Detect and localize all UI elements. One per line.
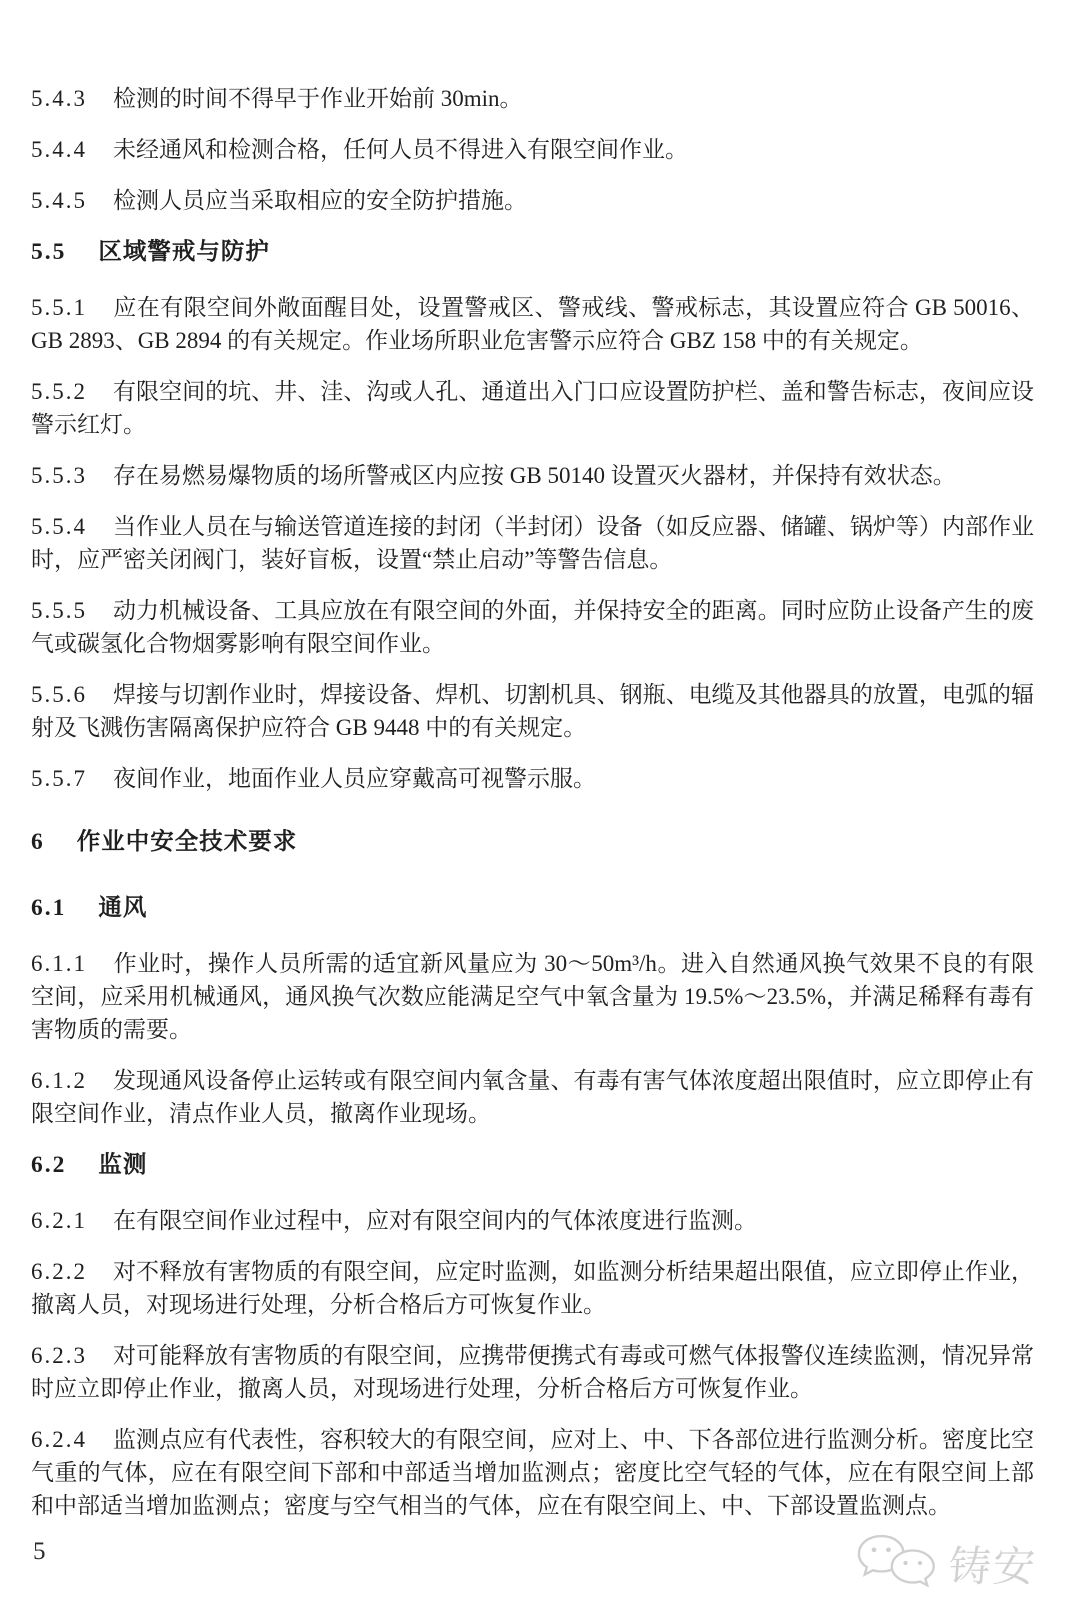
clause-paragraph: [31, 594, 1034, 660]
clause-text: 有限空间的坑、井、洼、沟或人孔、通道出入门口应设置防护栏、盖和警告标志，夜间应设警示红灯。: [31, 379, 1034, 437]
document-body: [31, 82, 1034, 1540]
clause-text: 检测人员应当采取相应的安全防护措施。: [113, 188, 527, 213]
clause-paragraph: [31, 375, 1034, 441]
heading-number: 5.5: [31, 239, 67, 265]
clause-paragraph: [31, 82, 1034, 115]
clause-text: 当作业人员在与输送管道连接的封闭（半封闭）设备（如反应器、储罐、锅炉等）内部作业时，应严密关闭阀门，装好盲板，设置“禁止启动”等警告信息。: [31, 514, 1034, 572]
clause-number: 6.1.2: [31, 1068, 87, 1093]
clause-text: 作业时，操作人员所需的适宜新风量应为 30～50m³/h。进入自然通风换气效果不良的有限空间，应采用机械通风，通风换气次数应能满足空气中氧含量为 19.5%～23.5%，并满足稀释有毒有害物质的需要。: [31, 951, 1034, 1042]
clause-paragraph: [31, 762, 1034, 795]
clause-paragraph: [31, 1064, 1034, 1130]
heading-number: 6: [31, 829, 45, 855]
section-heading: [31, 825, 1034, 859]
clause-number: 5.4.3: [31, 86, 87, 111]
section-heading: [31, 235, 1034, 269]
clause-text: 存在易燃易爆物质的场所警戒区内应按 GB 50140 设置灭火器材，并保持有效状态。: [113, 463, 956, 488]
watermark: [855, 1532, 1037, 1595]
heading-number: 6.2: [31, 1152, 67, 1178]
heading-text: 区域警戒与防护: [98, 238, 270, 264]
clause-text: 对可能释放有害物质的有限空间，应携带便携式有毒或可燃气体报警仪连续监测，情况异常时应立即停止作业，撤离人员，对现场进行处理，分析合格后方可恢复作业。: [31, 1343, 1034, 1401]
clause-number: 5.5.6: [31, 682, 87, 707]
clause-number: 5.5.4: [31, 514, 87, 539]
clause-text: 未经通风和检测合格，任何人员不得进入有限空间作业。: [113, 137, 688, 162]
clause-text: 动力机械设备、工具应放在有限空间的外面，并保持安全的距离。同时应防止设备产生的废气或碳氢化合物烟雾影响有限空间作业。: [31, 598, 1034, 656]
section-heading: [31, 891, 1034, 925]
section-heading: [31, 1148, 1034, 1182]
heading-number: 6.1: [31, 895, 67, 921]
clause-number: 6.1.1: [31, 951, 87, 976]
clause-text: 应在有限空间外敞面醒目处，设置警戒区、警戒线、警戒标志，其设置应符合 GB 50016、GB 2893、GB 2894 的有关规定。作业场所职业危害警示应符合 GBZ 158 中的有关规定。: [31, 295, 1034, 353]
clause-paragraph: [31, 1204, 1034, 1237]
heading-text: 监测: [98, 1151, 148, 1177]
clause-text: 监测点应有代表性，容积较大的有限空间，应对上、中、下各部位进行监测分析。密度比空气重的气体，应在有限空间下部和中部适当增加监测点；密度比空气轻的气体，应在有限空间上部和中部适当增加监测点；密度与空气相当的气体，应在有限空间上、中、下部设置监测点。: [31, 1427, 1034, 1518]
clause-text: 在有限空间作业过程中，应对有限空间内的气体浓度进行监测。: [113, 1208, 757, 1233]
heading-text: 通风: [98, 894, 148, 920]
clause-number: 6.2.2: [31, 1259, 87, 1284]
clause-number: 5.5.5: [31, 598, 87, 623]
clause-paragraph: [31, 947, 1034, 1046]
clause-number: 5.4.5: [31, 188, 87, 213]
page-number: 5: [33, 1538, 46, 1565]
clause-text: 对不释放有害物质的有限空间，应定时监测，如监测分析结果超出限值，应立即停止作业，撤离人员，对现场进行处理，分析合格后方可恢复作业。: [31, 1259, 1034, 1317]
clause-number: 6.2.1: [31, 1208, 87, 1233]
heading-text: 作业中安全技术要求: [76, 828, 298, 854]
clause-number: 5.5.1: [31, 295, 87, 320]
clause-number: 6.2.3: [31, 1343, 87, 1368]
clause-paragraph: [31, 133, 1034, 166]
clause-paragraph: [31, 678, 1034, 744]
clause-number: 5.5.3: [31, 463, 87, 488]
clause-paragraph: [31, 184, 1034, 217]
clause-paragraph: [31, 459, 1034, 492]
clause-number: 6.2.4: [31, 1427, 87, 1452]
clause-text: 发现通风设备停止运转或有限空间内氧含量、有毒有害气体浓度超出限值时，应立即停止有限空间作业，清点作业人员，撤离作业现场。: [31, 1068, 1034, 1126]
clause-paragraph: [31, 1423, 1034, 1522]
clause-text: 夜间作业，地面作业人员应穿戴高可视警示服。: [113, 766, 596, 791]
clause-text: 焊接与切割作业时，焊接设备、焊机、切割机具、钢瓶、电缆及其他器具的放置，电弧的辐射及飞溅伤害隔离保护应符合 GB 9448 中的有关规定。: [31, 682, 1034, 740]
wechat-bubbles-icon: [855, 1532, 939, 1595]
clause-paragraph: [31, 1255, 1034, 1321]
clause-number: 5.5.2: [31, 379, 87, 404]
clause-paragraph: [31, 1339, 1034, 1405]
clause-number: 5.4.4: [31, 137, 87, 162]
watermark-text: 铸安: [946, 1542, 1039, 1590]
clause-paragraph: [31, 510, 1034, 576]
clause-paragraph: [31, 291, 1034, 357]
clause-number: 5.5.7: [31, 766, 87, 791]
clause-text: 检测的时间不得早于作业开始前 30min。: [113, 86, 523, 111]
